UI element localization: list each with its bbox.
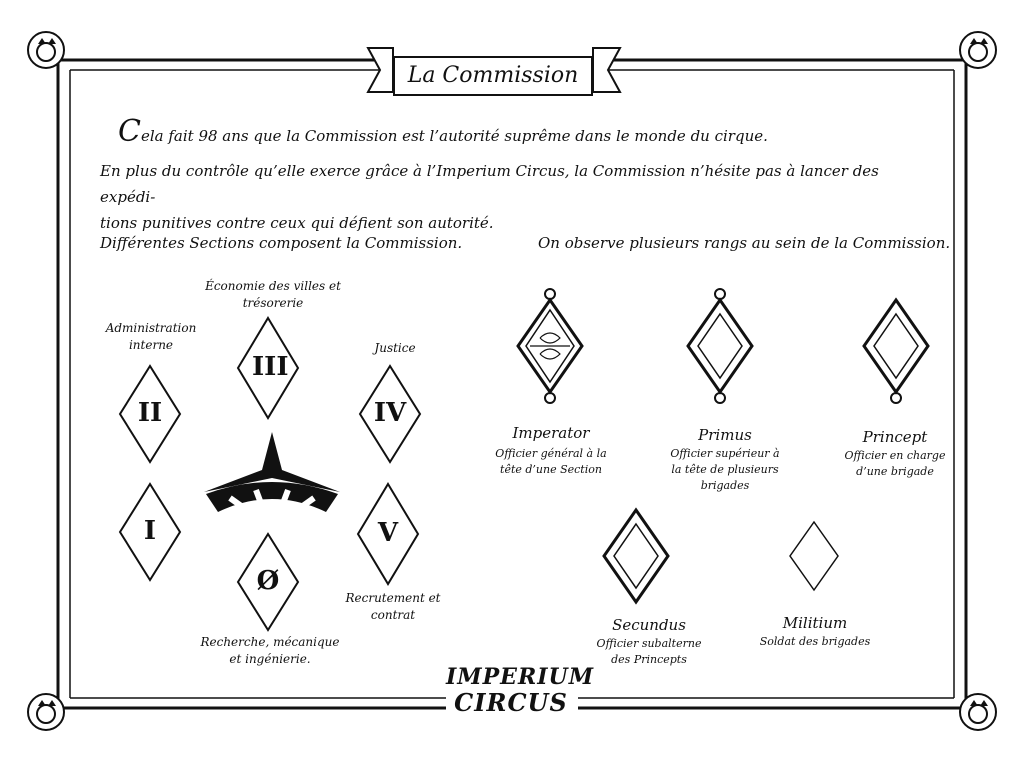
label-administration bbox=[88, 320, 214, 354]
label-recherche-line-1: Recherche, mécanique bbox=[200, 635, 340, 649]
rank-name: Primus bbox=[698, 426, 752, 444]
corner-medallion-bottom-left bbox=[28, 694, 64, 730]
label-recherche-line-2: et ingénierie. bbox=[229, 652, 311, 666]
rank-secundus bbox=[574, 616, 724, 668]
label-justice: Justice bbox=[374, 341, 416, 355]
rank-diamond-primus bbox=[688, 289, 752, 403]
rank-diamond-imperator bbox=[518, 289, 582, 403]
corner-medallion-bottom-right bbox=[960, 694, 996, 730]
section-numeral-II: II bbox=[137, 398, 163, 428]
rank-diamond-secundus bbox=[604, 510, 668, 602]
rank-desc-line-1: Officier en charge bbox=[844, 449, 946, 462]
ranks-heading: On observe plusieurs rangs au sein de la Commission. bbox=[538, 234, 951, 252]
sections-heading: Différentes Sections composent la Commission. bbox=[100, 234, 463, 252]
rank-desc-line-2: d’une brigade bbox=[856, 465, 934, 478]
label-recherche bbox=[190, 634, 350, 668]
rank-name: Imperator bbox=[512, 424, 590, 442]
rank-militium bbox=[740, 614, 890, 650]
label-recrutement-line-1: Recrutement et bbox=[345, 591, 441, 605]
rank-desc-line-1: Soldat des brigades bbox=[759, 635, 871, 648]
rank-desc-line-3: brigades bbox=[700, 479, 750, 492]
intro-line-3: tions punitives contre ceux qui défient son autorité. bbox=[100, 214, 494, 232]
rank-imperator bbox=[476, 424, 626, 478]
label-economie-line-2: trésorerie bbox=[242, 296, 304, 310]
logo-line-1: IMPERIUM bbox=[446, 664, 595, 690]
imperium-circus-logo bbox=[446, 664, 595, 722]
page-title: La Commission bbox=[393, 56, 593, 96]
label-economie-line-1: Économie des villes et bbox=[205, 279, 341, 293]
section-numeral-III: III bbox=[252, 352, 289, 382]
drop-cap: C bbox=[118, 114, 141, 149]
rank-diamond-princept bbox=[864, 300, 928, 403]
rank-desc-line-1: Officier supérieur à bbox=[670, 447, 780, 460]
intro-paragraph bbox=[100, 158, 920, 236]
rank-diamond-militium bbox=[790, 522, 838, 590]
rank-name: Militium bbox=[782, 614, 848, 632]
label-recrutement-line-2: contrat bbox=[370, 608, 416, 622]
corner-medallion-top-left bbox=[28, 32, 64, 68]
rank-desc-line-2: la tête de plusieurs bbox=[671, 463, 779, 476]
section-numeral-I: I bbox=[143, 516, 157, 546]
label-economie bbox=[188, 278, 358, 312]
intro-line-2: En plus du contrôle qu’elle exerce grâce à l’Imperium Circus, la Commission n’hésite pas à lancer des expédi- bbox=[100, 162, 879, 206]
rank-primus bbox=[650, 426, 800, 494]
intro-line-1 bbox=[118, 114, 768, 149]
rank-desc-line-2: tête d’une Section bbox=[500, 463, 602, 476]
section-numeral-V: V bbox=[377, 518, 399, 548]
rank-princept bbox=[820, 428, 970, 480]
label-administration-line-2: interne bbox=[128, 338, 174, 352]
rank-desc-line-2: des Princepts bbox=[611, 653, 687, 666]
rank-desc-line-1: Officier général à la bbox=[495, 447, 607, 460]
label-administration-line-1: Administration bbox=[105, 321, 197, 335]
rank-name: Secundus bbox=[612, 616, 686, 634]
section-numeral-zero: Ø bbox=[256, 566, 280, 596]
corner-medallion-top-right bbox=[960, 32, 996, 68]
logo-line-2: CIRCUS bbox=[454, 688, 568, 717]
circus-tent-emblem bbox=[204, 432, 340, 512]
rank-name: Princept bbox=[862, 428, 928, 446]
section-numeral-IV: IV bbox=[373, 398, 407, 428]
intro-line-1-text: ela fait 98 ans que la Commission est l’autorité suprême dans le monde du cirque. bbox=[140, 127, 768, 145]
rank-desc-line-1: Officier subalterne bbox=[596, 637, 702, 650]
label-recrutement bbox=[330, 590, 456, 624]
